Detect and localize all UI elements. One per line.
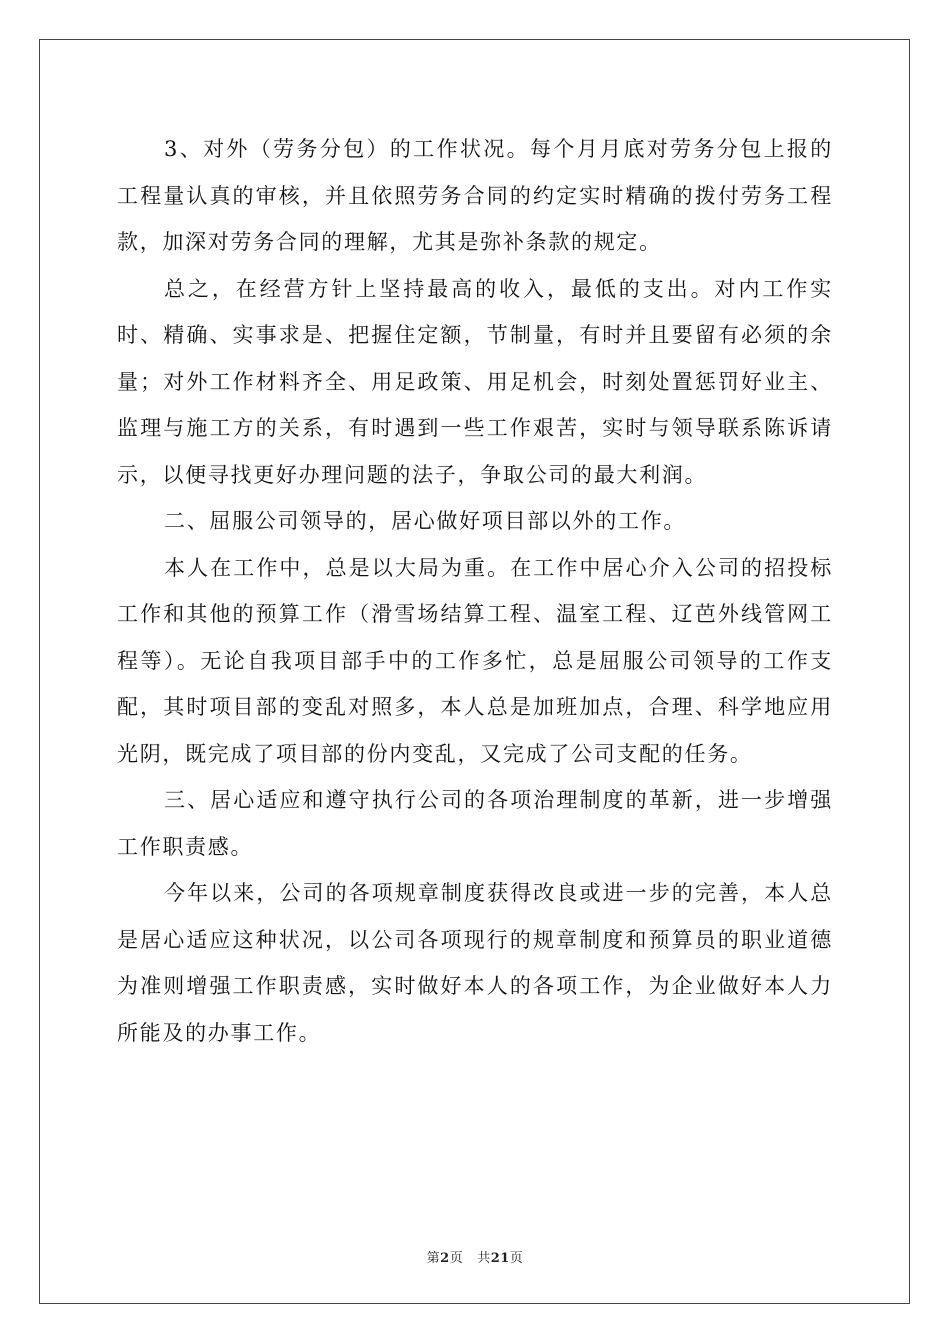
page-suffix: 页: [449, 1251, 464, 1266]
total-suffix: 页: [509, 1251, 524, 1266]
total-prefix: 共: [477, 1251, 491, 1266]
document-body: [117, 126, 833, 1056]
section-heading-three: 三、居心适应和遵守执行公司的各项治理制度的革新，进一步增强工作职责感。: [117, 788, 833, 859]
total-pages-number: 21: [490, 1251, 510, 1266]
paragraph-labor-subcontract: 3、对外（劳务分包）的工作状况。每个月月底对劳务分包上报的工程量认真的审核，并且依照劳务合同的约定实时精确的拨付劳务工程款，加深对劳务合同的理解，尤其是弥补条款的规定。: [117, 137, 833, 254]
paragraph-company-work: 本人在工作中，总是以大局为重。在工作中居心介入公司的招投标工作和其他的预算工作（滑雪场结算工程、温室工程、辽芭外线管网工程等）。无论自我项目部手中的工作多忙，总是屈服公司领导的工作支配，其时项目部的变乱对照多，本人总是加班加点，合理、科学地应用光阴，既完成了项目部的份内变乱，又完成了公司支配的任务。: [117, 555, 833, 766]
paragraph-summary: 总之，在经营方针上坚持最高的收入，最低的支出。对内工作实时、精确、实事求是、把握住定额，节制量，有时并且要留有必须的余量；对外工作材料齐全、用足政策、用足机会，时刻处置惩罚好业主、监理与施工方的关系，有时遇到一些工作艰苦，实时与领导联系陈诉请示，以便寻找更好办理问题的法子，争取公司的最大利润。: [117, 276, 833, 487]
page-prefix: 第: [426, 1251, 441, 1266]
page-footer: [0, 1247, 950, 1266]
paragraph-rules-reform: 今年以来，公司的各项规章制度获得改良或进一步的完善，本人总是居心适应这种状况，以公司各项现行的规章制度和预算员的职业道德为准则增强工作职责感，实时做好本人的各项工作，为企业做好本人力所能及的办事工作。: [117, 881, 833, 1045]
section-heading-two: 二、屈服公司领导的，居心做好项目部以外的工作。: [164, 509, 687, 533]
current-page-number: 2: [440, 1251, 450, 1266]
